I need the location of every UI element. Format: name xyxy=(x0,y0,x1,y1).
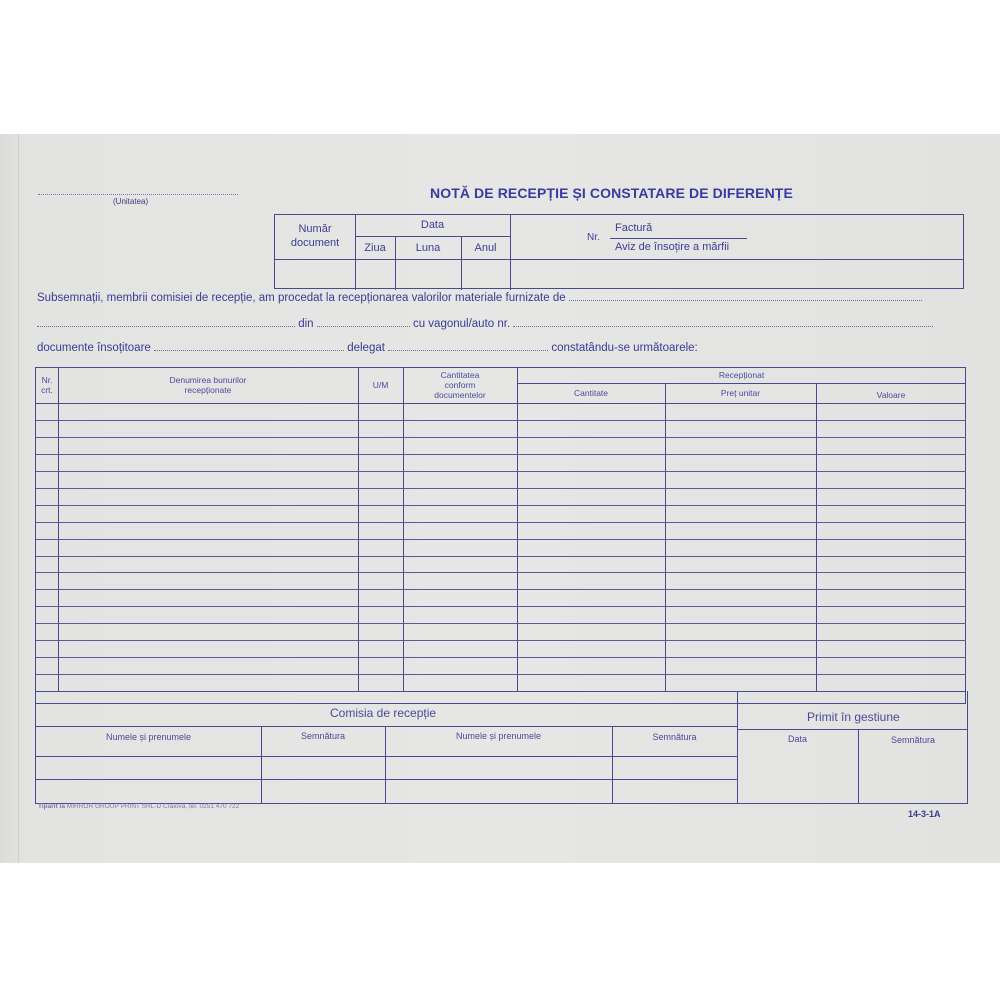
commission-member-4-signature[interactable] xyxy=(613,780,736,802)
cantitate-receptionata-cell[interactable] xyxy=(518,556,665,573)
table-row xyxy=(36,471,966,488)
valoare-cell[interactable] xyxy=(817,505,966,522)
um-cell[interactable] xyxy=(359,556,403,573)
cantitate-documente-cell[interactable] xyxy=(404,488,517,505)
pret-unitar-cell[interactable] xyxy=(666,437,816,454)
pret-unitar-cell[interactable] xyxy=(666,471,816,488)
pret-unitar-cell[interactable] xyxy=(666,488,816,505)
valoare-cell[interactable] xyxy=(817,420,966,437)
cantitate-receptionata-cell[interactable] xyxy=(518,488,665,505)
commission-title: Comisia de recepție xyxy=(330,706,437,720)
cantitate-header: Cantitate xyxy=(573,388,609,398)
pret-unitar-cell[interactable] xyxy=(666,589,816,606)
commission-member-4-name[interactable] xyxy=(386,780,611,802)
paragraph-line-2 xyxy=(37,318,933,330)
form-paper xyxy=(0,134,1000,863)
table-row xyxy=(36,606,966,623)
signatures-section xyxy=(35,691,968,804)
valoare-cell[interactable] xyxy=(817,640,966,657)
intro-text: Subsemnații, membrii comisiei de recepție, am procedat la recepționarea valorilor materiale furnizate de xyxy=(37,292,566,304)
cantitate-documente-cell[interactable] xyxy=(404,657,517,674)
denumire-cell[interactable] xyxy=(59,572,358,589)
cantitate-receptionata-cell[interactable] xyxy=(518,454,665,471)
divider xyxy=(355,236,510,237)
table-row xyxy=(36,623,966,640)
valoare-cell[interactable] xyxy=(817,471,966,488)
cantitate-documente-cell[interactable] xyxy=(404,572,517,589)
cantitate-receptionata-cell[interactable] xyxy=(518,606,665,623)
row-divider xyxy=(36,657,966,658)
nr-crt-line2: crt. xyxy=(41,385,53,395)
table-row xyxy=(36,657,966,674)
cantitate-receptionata-cell[interactable] xyxy=(518,589,665,606)
cantitate-documente-header xyxy=(403,370,517,400)
um-cell[interactable] xyxy=(359,589,403,606)
nr-label: Nr. xyxy=(587,232,600,243)
nr-crt-cell[interactable] xyxy=(36,606,58,623)
cantitate-documente-cell[interactable] xyxy=(404,556,517,573)
din-label: din xyxy=(298,318,314,330)
commission-member-2-signature[interactable] xyxy=(613,757,736,778)
denumire-cell[interactable] xyxy=(59,640,358,657)
table-row xyxy=(36,437,966,454)
cantitate-receptionata-cell[interactable] xyxy=(518,572,665,589)
unit-label: (Unitatea) xyxy=(113,197,149,206)
vagon-field[interactable] xyxy=(513,318,933,327)
pret-unitar-cell[interactable] xyxy=(666,522,816,539)
pret-unitar-cell[interactable] xyxy=(666,454,816,471)
data-label: Data xyxy=(420,219,445,231)
denumire-cell[interactable] xyxy=(59,403,358,420)
furnizor-continued-field[interactable] xyxy=(37,318,295,327)
pret-unitar-cell[interactable] xyxy=(666,657,816,674)
nr-crt-cell[interactable] xyxy=(36,454,58,471)
denumire-cell[interactable] xyxy=(59,674,358,691)
pret-unitar-cell[interactable] xyxy=(666,674,816,691)
cantitate-documente-cell[interactable] xyxy=(404,403,517,420)
cant-doc-line2: conform xyxy=(444,380,476,390)
cantitate-receptionata-cell[interactable] xyxy=(518,539,665,556)
nr-crt-cell[interactable] xyxy=(36,657,58,674)
din-field[interactable] xyxy=(317,318,410,327)
cantitate-documente-cell[interactable] xyxy=(404,437,517,454)
valoare-cell[interactable] xyxy=(817,437,966,454)
nr-crt-cell[interactable] xyxy=(36,623,58,640)
nr-crt-cell[interactable] xyxy=(36,589,58,606)
constatandu-label: constatându-se următoarele: xyxy=(551,342,698,354)
row-divider xyxy=(36,420,966,421)
row-divider xyxy=(36,488,966,489)
numar-label-1: Număr xyxy=(298,223,332,235)
um-cell[interactable] xyxy=(359,539,403,556)
nr-crt-cell[interactable] xyxy=(36,539,58,556)
pret-unitar-cell[interactable] xyxy=(666,640,816,657)
printer-text: MIRROR GROUP PRINT SRL-D Craiova, tel. 0251 470 722 xyxy=(66,803,240,810)
nume-header-1: Numele și prenumele xyxy=(105,732,192,742)
denumire-line2: recepționate xyxy=(184,385,232,395)
valoare-cell[interactable] xyxy=(817,606,966,623)
table-row xyxy=(36,454,966,471)
denumire-cell[interactable] xyxy=(59,623,358,640)
pret-unitar-cell[interactable] xyxy=(666,420,816,437)
um-cell[interactable] xyxy=(359,488,403,505)
table-row xyxy=(36,572,966,589)
nr-crt-cell[interactable] xyxy=(36,437,58,454)
nr-crt-line1: Nr. xyxy=(41,375,53,385)
row-divider xyxy=(36,589,966,590)
denumire-cell[interactable] xyxy=(59,606,358,623)
cantitate-receptionata-cell[interactable] xyxy=(518,505,665,522)
pret-unitar-cell[interactable] xyxy=(666,403,816,420)
um-cell[interactable] xyxy=(359,623,403,640)
document-title: NOTĂ DE RECEPȚIE ȘI CONSTATARE DE DIFERENȚE xyxy=(430,185,793,201)
valoare-header: Valoare xyxy=(876,390,906,400)
row-divider xyxy=(36,471,966,472)
nr-crt-header xyxy=(36,375,58,395)
numar-document-input[interactable] xyxy=(276,260,354,289)
cantitate-documente-cell[interactable] xyxy=(404,471,517,488)
valoare-cell[interactable] xyxy=(817,522,966,539)
gestiune-title: Primit în gestiune xyxy=(807,710,900,724)
pret-unitar-cell[interactable] xyxy=(666,539,816,556)
denumire-line1: Denumirea bunurilor xyxy=(169,375,247,385)
semnatura-header-2: Semnătura xyxy=(652,732,697,742)
row-divider xyxy=(36,640,966,641)
delegat-label: delegat xyxy=(347,342,385,354)
row-divider xyxy=(36,623,966,624)
valoare-cell[interactable] xyxy=(817,488,966,505)
factura-aviz-number-input[interactable] xyxy=(511,260,963,289)
denumire-cell[interactable] xyxy=(59,420,358,437)
table-row xyxy=(36,589,966,606)
commission-member-2-name[interactable] xyxy=(386,757,611,778)
gestiune-data-header: Data xyxy=(787,734,807,744)
document-header-table xyxy=(274,214,964,289)
nr-crt-cell[interactable] xyxy=(36,674,58,691)
um-cell[interactable] xyxy=(359,437,403,454)
gestiune-data-input[interactable] xyxy=(738,749,857,802)
anul-input[interactable] xyxy=(462,260,509,289)
valoare-cell[interactable] xyxy=(817,657,966,674)
nr-crt-cell[interactable] xyxy=(36,640,58,657)
row-divider xyxy=(36,674,966,675)
goods-table xyxy=(35,367,966,704)
cantitate-receptionata-cell[interactable] xyxy=(518,640,665,657)
pret-unitar-cell[interactable] xyxy=(666,556,816,573)
paragraph-line-3 xyxy=(37,342,698,354)
table-row xyxy=(36,640,966,657)
header-divider xyxy=(517,383,966,384)
valoare-cell[interactable] xyxy=(817,623,966,640)
cant-doc-line3: documentelor xyxy=(434,390,486,400)
cantitate-documente-cell[interactable] xyxy=(404,454,517,471)
documente-label: documente însoțitoare xyxy=(37,342,151,354)
commission-member-3-signature[interactable] xyxy=(262,780,384,802)
vagon-label: cu vagonul/auto nr. xyxy=(412,318,511,330)
nr-crt-cell[interactable] xyxy=(36,420,58,437)
denumire-cell[interactable] xyxy=(59,539,358,556)
cant-doc-line1: Cantitatea xyxy=(440,370,480,380)
cantitate-receptionata-cell[interactable] xyxy=(518,674,665,691)
um-cell[interactable] xyxy=(359,420,403,437)
um-cell[interactable] xyxy=(359,657,403,674)
nr-crt-cell[interactable] xyxy=(36,522,58,539)
valoare-cell[interactable] xyxy=(817,539,966,556)
printer-imprint xyxy=(38,803,239,810)
table-body xyxy=(36,403,966,691)
um-cell[interactable] xyxy=(359,640,403,657)
row-divider xyxy=(36,522,966,523)
valoare-cell[interactable] xyxy=(817,572,966,589)
table-row xyxy=(36,539,966,556)
numar-label-2: document xyxy=(290,237,340,249)
um-cell[interactable] xyxy=(359,505,403,522)
um-cell[interactable] xyxy=(359,572,403,589)
section-divider xyxy=(737,729,968,730)
um-cell[interactable] xyxy=(359,403,403,420)
nr-crt-cell[interactable] xyxy=(36,505,58,522)
cantitate-receptionata-cell[interactable] xyxy=(518,437,665,454)
commission-member-3-name[interactable] xyxy=(37,780,260,802)
um-cell[interactable] xyxy=(359,522,403,539)
denumire-cell[interactable] xyxy=(59,471,358,488)
row-divider xyxy=(36,606,966,607)
luna-input[interactable] xyxy=(396,260,460,289)
cantitate-documente-cell[interactable] xyxy=(404,640,517,657)
gestiune-semnatura-input[interactable] xyxy=(859,749,967,802)
table-row xyxy=(36,674,966,691)
anul-label: Anul xyxy=(474,242,497,254)
valoare-cell[interactable] xyxy=(817,556,966,573)
cantitate-receptionata-cell[interactable] xyxy=(518,623,665,640)
valoare-cell[interactable] xyxy=(817,589,966,606)
furnizor-field[interactable] xyxy=(569,292,922,301)
cantitate-documente-cell[interactable] xyxy=(404,589,517,606)
cantitate-documente-cell[interactable] xyxy=(404,522,517,539)
nr-crt-cell[interactable] xyxy=(36,556,58,573)
gestiune-semnatura-header: Semnătura xyxy=(890,735,936,745)
cantitate-receptionata-cell[interactable] xyxy=(518,471,665,488)
form-code: 14-3-1A xyxy=(908,809,941,819)
cantitate-documente-cell[interactable] xyxy=(404,606,517,623)
row-divider xyxy=(36,572,966,573)
documente-field[interactable] xyxy=(154,342,344,351)
cantitate-receptionata-cell[interactable] xyxy=(518,522,665,539)
denumire-cell[interactable] xyxy=(59,589,358,606)
nr-crt-cell[interactable] xyxy=(36,471,58,488)
nr-crt-cell[interactable] xyxy=(36,572,58,589)
commission-member-1-name[interactable] xyxy=(37,757,260,778)
unit-field[interactable] xyxy=(38,194,238,195)
cantitate-receptionata-cell[interactable] xyxy=(518,657,665,674)
row-divider xyxy=(36,454,966,455)
um-cell[interactable] xyxy=(359,674,403,691)
table-row xyxy=(36,420,966,437)
valoare-cell[interactable] xyxy=(817,403,966,420)
um-cell[interactable] xyxy=(359,471,403,488)
table-row xyxy=(36,556,966,573)
um-cell[interactable] xyxy=(359,454,403,471)
denumire-cell[interactable] xyxy=(59,437,358,454)
delegat-field[interactable] xyxy=(388,342,548,351)
ziua-input[interactable] xyxy=(356,260,394,289)
cantitate-documente-cell[interactable] xyxy=(404,505,517,522)
denumire-header xyxy=(58,375,358,395)
pret-unitar-cell[interactable] xyxy=(666,572,816,589)
table-row xyxy=(36,505,966,522)
pret-unitar-cell[interactable] xyxy=(666,606,816,623)
cantitate-documente-cell[interactable] xyxy=(404,674,517,691)
cantitate-documente-cell[interactable] xyxy=(404,623,517,640)
receptionat-header: Recepționat xyxy=(718,370,765,380)
ziua-label: Ziua xyxy=(364,242,386,254)
pret-unitar-header: Preț unitar xyxy=(720,388,761,398)
cantitate-receptionata-cell[interactable] xyxy=(518,420,665,437)
table-row xyxy=(36,488,966,505)
denumire-cell[interactable] xyxy=(59,657,358,674)
valoare-cell[interactable] xyxy=(817,674,966,691)
paragraph-line-1 xyxy=(37,292,922,304)
paper-fold-edge xyxy=(18,134,19,863)
denumire-cell[interactable] xyxy=(59,522,358,539)
table-row xyxy=(36,403,966,420)
valoare-cell[interactable] xyxy=(817,454,966,471)
table-row xyxy=(36,522,966,539)
nume-header-2: Numele și prenumele xyxy=(455,731,542,741)
denumire-cell[interactable] xyxy=(59,454,358,471)
denumire-cell[interactable] xyxy=(59,556,358,573)
cantitate-receptionata-cell[interactable] xyxy=(518,403,665,420)
fraction-line xyxy=(610,238,747,239)
denumire-cell[interactable] xyxy=(59,488,358,505)
luna-label: Luna xyxy=(415,242,441,254)
aviz-label: Aviz de însoțire a mărfii xyxy=(615,241,730,253)
semnatura-header-1: Semnătura xyxy=(300,731,346,741)
pret-unitar-cell[interactable] xyxy=(666,623,816,640)
row-divider xyxy=(36,505,966,506)
um-cell[interactable] xyxy=(359,606,403,623)
denumire-cell[interactable] xyxy=(59,505,358,522)
section-divider xyxy=(36,726,737,727)
row-divider xyxy=(36,437,966,438)
printer-prefix: Tipărit la xyxy=(38,803,65,810)
factura-label: Factură xyxy=(615,222,653,234)
nr-crt-cell[interactable] xyxy=(36,403,58,420)
nr-crt-cell[interactable] xyxy=(36,488,58,505)
row-divider xyxy=(36,539,966,540)
um-header: U/M xyxy=(372,380,389,390)
commission-member-1-signature[interactable] xyxy=(262,757,384,778)
row-divider xyxy=(36,556,966,557)
cantitate-documente-cell[interactable] xyxy=(404,539,517,556)
pret-unitar-cell[interactable] xyxy=(666,505,816,522)
cantitate-documente-cell[interactable] xyxy=(404,420,517,437)
